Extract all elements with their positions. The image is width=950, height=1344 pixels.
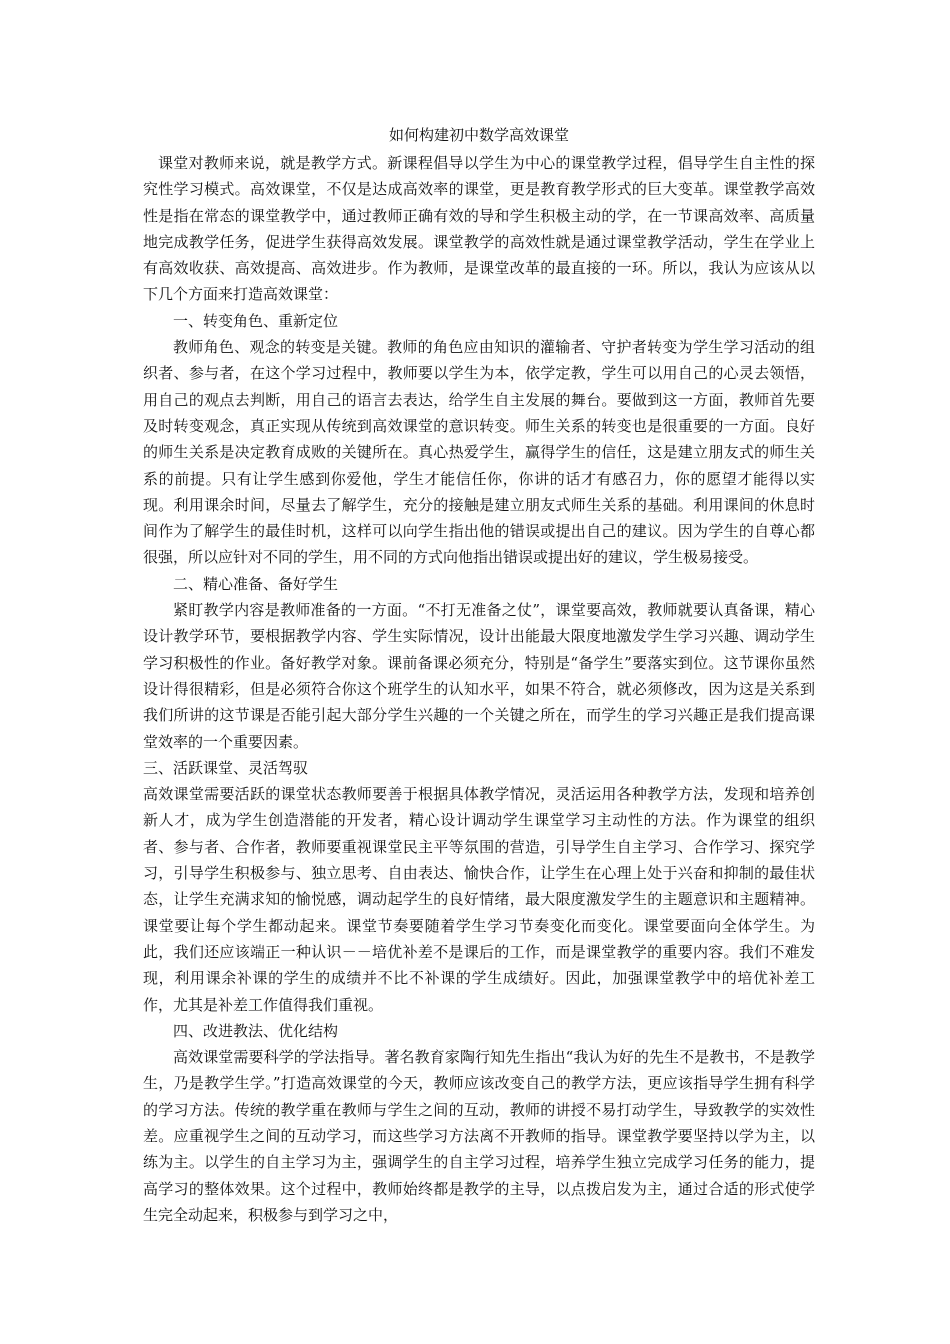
section-heading-3: 三、活跃课堂、灵活驾驭 bbox=[143, 758, 309, 777]
intro-paragraph: 课堂对教师来说，就是教学方式。新课程倡导以学生为中心的课堂教学过程，倡导学生自主性的探究性学习模式。高效课堂，不仅是达成高效率的课堂，更是教育教学形式的巨大变革。课堂教学高效性是指在常态的课堂教学中，通过教师正确有效的导和学生积极主动的学，在一节课高效率、高质量地完成教学任务，促进学生获得高效发展。课堂教学的高效性就是通过课堂教学活动，学生在学业上有高效收获、高效提高、高效进步。作为教师，是课堂改革的最直接的一环。所以，我认为应该从以下几个方面来打造高效课堂： bbox=[143, 154, 815, 304]
section-paragraph-4: 高效课堂需要科学的学法指导。著名教育家陶行知先生指出“我认为好的先生不是教书，不是教学生，乃是教学生学。”打造高效课堂的今天，教师应该改变自己的教学方法，更应该指导学生拥有科学的学习方法。传统的教学重在教师与学生之间的互动，教师的讲授不易打动学生，导致教学的实效性差。应重视学生之间的互动学习，而这些学习方法离不开教师的指导。课堂教学要坚持以学为主，以练为主。以学生的自主学习为主，强调学生的自主学习过程，培养学生独立完成学习任务的能力，提高学习的整体效果。这个过程中，教师始终都是教学的主导，以点拨启发为主，通过合适的形式使学生完全动起来，积极参与到学习之中， bbox=[143, 1048, 815, 1224]
section-heading-1: 一、转变角色、重新定位 bbox=[173, 311, 339, 330]
section-heading-4: 四、改进教法、优化结构 bbox=[173, 1021, 339, 1040]
section-paragraph-2: 紧盯教学内容是教师准备的一方面。“不打无准备之仗”，课堂要高效，教师就要认真备课，精心设计教学环节，要根据教学内容、学生实际情况，设计出能最大限度地激发学生学习兴趣、调动学生学习积极性的作业。备好教学对象。课前备课必须充分，特别是“备学生”要落实到位。这节课你虽然设计得很精彩，但是必须符合你这个班学生的认知水平，如果不符合，就必须修改，因为这是关系到我们所讲的这节课是否能引起大部分学生兴趣的一个关键之所在，而学生的学习兴趣正是我们提高课堂效率的一个重要因素。 bbox=[143, 601, 815, 751]
document-title: 如何构建初中数学高效课堂 bbox=[388, 126, 569, 144]
section-paragraph-3: 高效课堂需要活跃的课堂状态教师要善于根据具体教学情况，灵活运用各种教学方法，发现和培养创新人才，成为学生创造潜能的开发者，精心设计调动学生课堂学习主动性的方法。作为课堂的组织者、参与者、合作者，教师要重视课堂民主平等氛围的营造，引导学生自主学习、合作学习、探究学习，引导学生积极参与、独立思考、自由表达、愉快合作，让学生在心理上处于兴奋和抑制的最佳状态，让学生充满求知的愉悦感，调动起学生的良好情绪，最大限度激发学生的主题意识和主题精神。课堂要让每个学生都动起来。课堂节奏要随着学生学习节奏变化而变化。课堂要面向全体学生。为此，我们还应该端正一种认识－－培优补差不是课后的工作，而是课堂教学的重要内容。我们不难发现，利用课余补课的学生的成绩并不比不补课的学生成绩好。因此，加强课堂教学中的培优补差工作，尤其是补差工作值得我们重视。 bbox=[143, 785, 815, 1014]
section-heading-2: 二、精心准备、备好学生 bbox=[173, 574, 339, 593]
document-page bbox=[143, 122, 815, 1228]
section-paragraph-1: 教师角色、观念的转变是关键。教师的角色应由知识的灌输者、守护者转变为学生学习活动的组织者、参与者，在这个学习过程中，教师要以学生为本，依学定教，学生可以用自己的心灵去领悟，用自己的观点去判断，用自己的语言去表达，给学生自主发展的舞台。要做到这一方面，教师首先要及时转变观念，真正实现从传统到高效课堂的意识转变。师生关系的转变也是很重要的一方面。良好的师生关系是决定教育成败的关键所在。真心热爱学生，赢得学生的信任，这是建立朋友式的师生关系的前提。只有让学生感到你爱他，学生才能信任你，你讲的话才有感召力，你的愿望才能得以实现。利用课余时间，尽量去了解学生，充分的接触是建立朋友式师生关系的基础。利用课间的休息时间作为了解学生的最佳时机，这样可以向学生指出他的错误或提出自己的建议。因为学生的自尊心都很强，所以应针对不同的学生，用不同的方式向他指出错误或提出好的建议，学生极易接受。 bbox=[143, 338, 815, 567]
